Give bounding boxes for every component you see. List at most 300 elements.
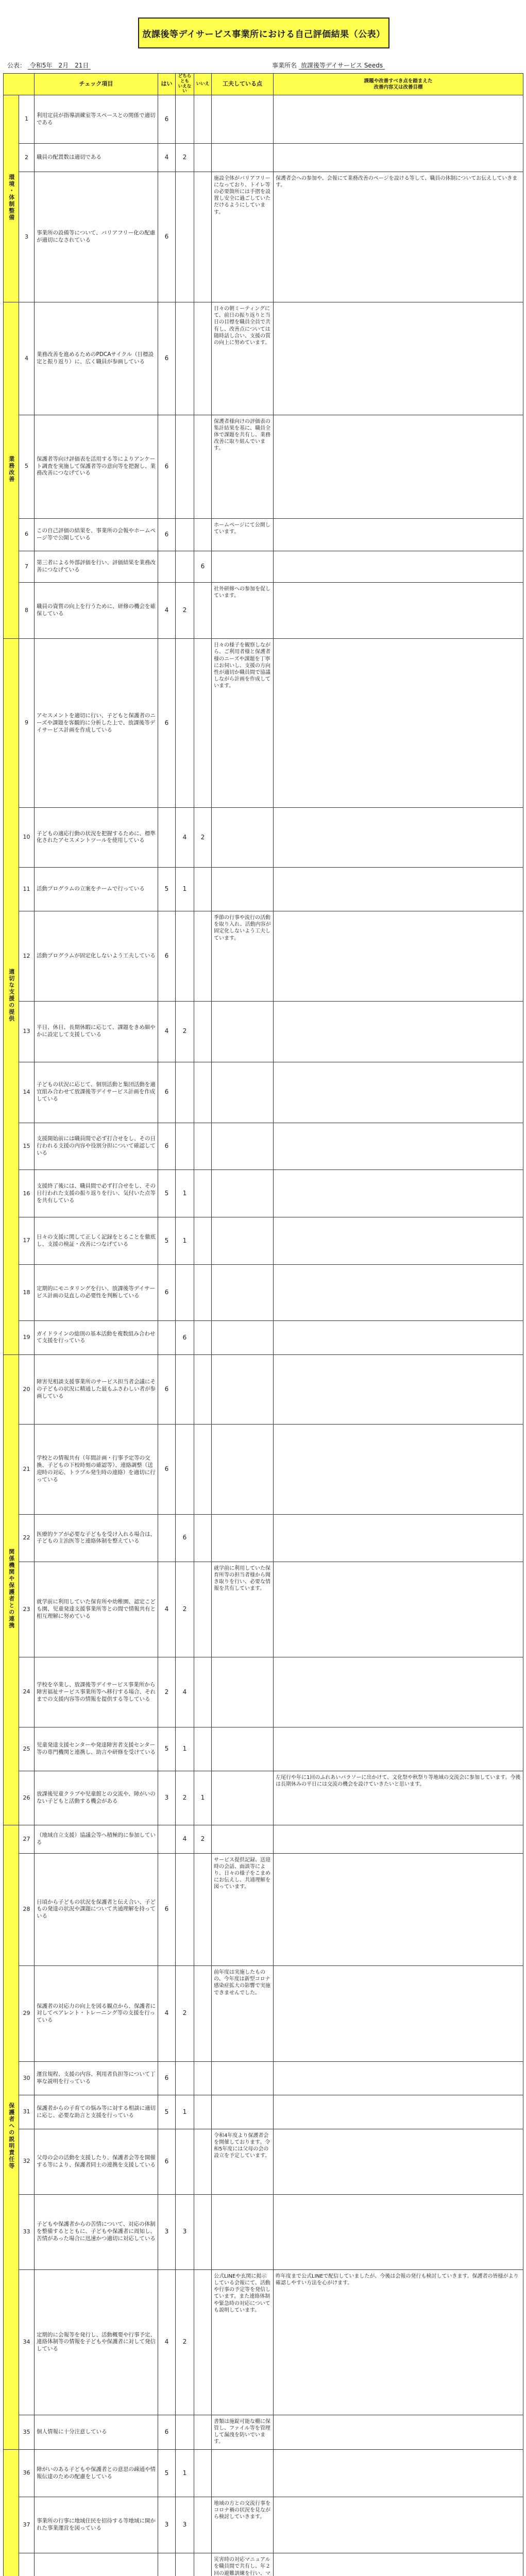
score-no <box>194 1562 212 1657</box>
improvement-text <box>274 1562 523 1657</box>
score-neither <box>176 1123 194 1170</box>
table-row <box>4 144 523 172</box>
improvement-text <box>274 867 523 911</box>
row-number: 27 <box>19 1825 35 1853</box>
table-row <box>4 1562 523 1657</box>
score-neither <box>176 911 194 1002</box>
effort-text <box>212 1771 274 1825</box>
score-no <box>194 2450 212 2497</box>
score-no <box>194 1425 212 1515</box>
improvement-text <box>274 1123 523 1170</box>
score-no <box>194 2497 212 2553</box>
score-yes: 6 <box>158 518 176 551</box>
score-neither: 1 <box>176 1217 194 1265</box>
score-no <box>194 2194 212 2269</box>
check-item: 就学前に利用していた保育所や幼稚園、認定こども園、児童発達支援事業所等との間で情報共有と相互理解に努めている <box>35 1562 158 1657</box>
check-item: 保護者等向け評価表を活用する等によりアンケート調査を実施して保護者等の意向等を把握し、業務改善につなげている <box>35 415 158 518</box>
score-yes: 3 <box>158 2497 176 2553</box>
improvement-text <box>274 1321 523 1355</box>
score-neither: 2 <box>176 1001 194 1062</box>
score-yes: 6 <box>158 2061 176 2095</box>
effort-text <box>212 1514 274 1562</box>
effort-text: 季節の行事や流行の活動を取り入れ、活動内容が固定化しないよう工夫しています。 <box>212 911 274 1002</box>
header-category <box>4 74 35 95</box>
row-number: 7 <box>19 551 35 582</box>
category-cell <box>4 302 19 639</box>
improvement-text <box>274 1825 523 1853</box>
table-row <box>4 1264 523 1320</box>
score-neither <box>176 95 194 144</box>
header-no: いいえ <box>194 74 212 95</box>
effort-text <box>212 1825 274 1853</box>
score-neither: 2 <box>176 1771 194 1825</box>
check-item: 運営規程、支援の内容、利用者負担等について丁寧な説明を行っている <box>35 2061 158 2095</box>
header-item: チェック項目 <box>35 74 158 95</box>
improvement-text <box>274 2415 523 2449</box>
table-body <box>4 95 523 2576</box>
effort-text: サービス提供記録、送迎時の会話、面談等により、日々の様子をこまめにお伝えし、共通理解を図っています。 <box>212 1853 274 1965</box>
table-row <box>4 1354 523 1424</box>
improvement-text <box>274 1657 523 1727</box>
score-neither: 2 <box>176 144 194 172</box>
improvement-text <box>274 1062 523 1123</box>
effort-text <box>212 95 274 144</box>
row-number: 23 <box>19 1562 35 1657</box>
table-row <box>4 1771 523 1825</box>
row-number: 6 <box>19 518 35 551</box>
improvement-text <box>274 1354 523 1424</box>
score-neither: 2 <box>176 2269 194 2415</box>
effort-text: 社外研修への参加を促しています。 <box>212 583 274 639</box>
table-row <box>4 911 523 1002</box>
row-number: 29 <box>19 1966 35 2062</box>
check-item: 日々の支援に関して正しく記録をとることを徹底し、支援の検証・改善につなげている <box>35 1217 158 1265</box>
score-neither <box>176 2061 194 2095</box>
table-row <box>4 1425 523 1515</box>
check-item: 児童発達支援センターや発達障害者支援センター等の専門機関と連携し、助言や研修を受けている <box>35 1727 158 1771</box>
row-number: 8 <box>19 583 35 639</box>
effort-text: 地域の方との交流行事をコロナ禍の状況を見ながら検討していきます。 <box>212 2497 274 2553</box>
improvement-text <box>274 2061 523 2095</box>
check-item: 事業所の設備等について、バリアフリー化の配慮が適切になされている <box>35 172 158 302</box>
score-neither: 1 <box>176 1170 194 1217</box>
improvement-text: 昨年度まで公式LINEで配信していましたが、今後は会報の発行も検討していきます。保護者の皆様がより確認しやすい方法を心がけます。 <box>274 2269 523 2415</box>
row-number: 26 <box>19 1771 35 1825</box>
table-row <box>4 1170 523 1217</box>
score-no <box>194 1966 212 2062</box>
category-cell <box>4 1825 19 2449</box>
improvement-text <box>274 639 523 808</box>
score-neither: 6 <box>176 1514 194 1562</box>
row-number: 35 <box>19 2415 35 2449</box>
improvement-text <box>274 911 523 1002</box>
table-row <box>4 415 523 518</box>
table-row <box>4 2415 523 2449</box>
score-neither: 2 <box>176 583 194 639</box>
table-row <box>4 2095 523 2129</box>
improvement-text <box>274 2497 523 2553</box>
score-no <box>194 2269 212 2415</box>
table-row <box>4 1123 523 1170</box>
table-row <box>4 583 523 639</box>
score-yes: 2 <box>158 1657 176 1727</box>
check-item: 定期的にモニタリングを行い、放課後等デイサービス計画の見直しの必要性を判断している <box>35 1264 158 1320</box>
improvement-text <box>274 1170 523 1217</box>
effort-text <box>212 1354 274 1424</box>
check-item: 活動プログラムが固定化しないよう工夫している <box>35 911 158 1002</box>
score-neither: 4 <box>176 808 194 868</box>
improvement-text: 左尾行や年に1回のふれあいパラソーに出かけて、文化祭や秋祭り等地域の交流会に参加しています。今後は長期休みの平日には交流の機会を設けていきたいと思います。 <box>274 1771 523 1825</box>
check-item: 支援終了後には、職員間で必ず打合せをし、その日行われた支援の振り返りを行い、気付いた点等を共有している <box>35 1170 158 1217</box>
score-no <box>194 1853 212 1965</box>
table-header-row <box>4 74 523 95</box>
row-number: 15 <box>19 1123 35 1170</box>
effort-text <box>212 1425 274 1515</box>
check-item: 業務改善を進めるためのPDCAサイクル（目標設定と振り返り）に、広く職員が参画している <box>35 302 158 415</box>
office-info <box>272 61 385 70</box>
row-number: 20 <box>19 1354 35 1424</box>
date-value: 令和5年 2月 21日 <box>28 62 91 70</box>
category-label: 環境・体制整備 <box>8 174 15 221</box>
improvement-text <box>274 95 523 144</box>
row-number: 12 <box>19 911 35 1002</box>
effort-text: 施設全体がバリアフリーになっており、トイレ等の必要箇所には手摺を設置し安全に過ごしていただけるようにしています。 <box>212 172 274 302</box>
score-neither <box>176 415 194 518</box>
check-item: 障がいのある子どもや保護者との意思の疎通や情報伝達のための配慮をしている <box>35 2450 158 2497</box>
effort-text <box>212 1001 274 1062</box>
score-neither: 3 <box>176 2194 194 2269</box>
table-row <box>4 551 523 582</box>
score-yes: 6 <box>158 911 176 1002</box>
date-label: 公表： <box>7 62 26 69</box>
table-row <box>4 518 523 551</box>
improvement-text <box>274 1264 523 1320</box>
improvement-text: 保護者会への参加や、会報にて業務改善のページを設ける等して、職員の体制についてお伝えしていきます。 <box>274 172 523 302</box>
check-item: 子どもの適応行動の状況を把握するために、標準化されたアセスメントツールを使用している <box>35 808 158 868</box>
improvement-text <box>274 551 523 582</box>
score-no <box>194 1354 212 1424</box>
row-number: 2 <box>19 144 35 172</box>
score-no <box>194 2129 212 2194</box>
improvement-text <box>274 144 523 172</box>
effort-text <box>212 1727 274 1771</box>
effort-text: 日々の様子を観察しながら、ご利用者様と保護者様のニーズや課題を丁寧にお伺いし、支援の方向性が適切か職員間で協議しながら計画を作成しています。 <box>212 639 274 808</box>
row-number: 37 <box>19 2497 35 2553</box>
table-row <box>4 2497 523 2553</box>
table-row <box>4 1657 523 1727</box>
score-no <box>194 172 212 302</box>
score-yes <box>158 2553 176 2576</box>
table-row <box>4 2061 523 2095</box>
check-item <box>35 2553 158 2576</box>
score-neither <box>176 2553 194 2576</box>
effort-text: 公式LINEや玄関に掲示している会報にて、活動や行事の予定等を発信しています。また連絡体制や緊急時の対応についても説明しています。 <box>212 2269 274 2415</box>
score-yes: 5 <box>158 1170 176 1217</box>
effort-text: 就学前に利用していた保育所等の担当者様から聞き取りを行い、必要な情報を共有しています。 <box>212 1562 274 1657</box>
check-item: アセスメントを適切に行い、子どもと保護者のニーズや課題を客観的に分析した上で、放課後等デイサービス計画を作成している <box>35 639 158 808</box>
row-number: 21 <box>19 1425 35 1515</box>
check-item: 平日、休日、長期休暇に応じて、課題をきめ細やかに設定して支援している <box>35 1001 158 1062</box>
row-number: 1 <box>19 95 35 144</box>
score-no: 2 <box>194 808 212 868</box>
table-row <box>4 172 523 302</box>
score-yes <box>158 808 176 868</box>
score-neither: 3 <box>176 2497 194 2553</box>
category-cell <box>4 639 19 1354</box>
score-neither <box>176 172 194 302</box>
category-label: 業務改善 <box>8 455 15 483</box>
table-row <box>4 639 523 808</box>
row-number: 4 <box>19 302 35 415</box>
table-row <box>4 808 523 868</box>
score-yes: 4 <box>158 2269 176 2415</box>
score-no <box>194 1514 212 1562</box>
score-no <box>194 639 212 808</box>
effort-text <box>212 1321 274 1355</box>
table-row <box>4 302 523 415</box>
score-yes: 6 <box>158 1062 176 1123</box>
table-row <box>4 2269 523 2415</box>
check-item: 支援開始前には職員間で必ず打合せをし、その日行われる支援の内容や役割分担について確認している <box>35 1123 158 1170</box>
score-no <box>194 415 212 518</box>
row-number: 16 <box>19 1170 35 1217</box>
score-yes: 6 <box>158 302 176 415</box>
row-number: 24 <box>19 1657 35 1727</box>
table-row <box>4 2129 523 2194</box>
score-yes: 4 <box>158 1562 176 1657</box>
row-number: 25 <box>19 1727 35 1771</box>
category-cell <box>4 2450 19 2576</box>
table-row <box>4 1825 523 1853</box>
improvement-text <box>274 1425 523 1515</box>
score-yes: 6 <box>158 2129 176 2194</box>
score-yes: 5 <box>158 1217 176 1265</box>
header-effort: 工夫している点 <box>212 74 274 95</box>
score-yes: 6 <box>158 1425 176 1515</box>
score-yes: 5 <box>158 2095 176 2129</box>
score-no <box>194 2061 212 2095</box>
score-neither: 2 <box>176 1562 194 1657</box>
page-title: 放課後等デイサービス事業所における自己評価結果（公表） <box>138 18 389 48</box>
score-neither <box>176 1425 194 1515</box>
score-no <box>194 1657 212 1727</box>
category-cell <box>4 95 19 302</box>
check-item: （地域自立支援）協議会等へ積極的に参加している <box>35 1825 158 1853</box>
table-row <box>4 2450 523 2497</box>
score-no <box>194 518 212 551</box>
effort-text <box>212 144 274 172</box>
check-item: 個人情報に十分注意している <box>35 2415 158 2449</box>
score-neither <box>176 302 194 415</box>
check-item: 学校との情報共有（年間計画・行事予定等の交換、子どもの下校時刻の確認等）、連絡調整（送迎時の対応、トラブル発生時の連絡）を適切に行っている <box>35 1425 158 1515</box>
check-item: 活動プログラムの立案をチームで行っている <box>35 867 158 911</box>
row-number: 22 <box>19 1514 35 1562</box>
improvement-text <box>274 1853 523 1965</box>
improvement-text <box>274 583 523 639</box>
check-item: ガイドラインの総則の基本活動を複数組み合わせて支援を行っている <box>35 1321 158 1355</box>
score-yes: 6 <box>158 1354 176 1424</box>
check-item: 学校を卒業し、放課後等デイサービス事業所から障害福祉サービス事業所等へ移行する場合、それまでの支援内容等の情報を提供する等している <box>35 1657 158 1727</box>
score-no <box>194 2095 212 2129</box>
score-yes: 6 <box>158 95 176 144</box>
score-neither <box>176 1354 194 1424</box>
score-no <box>194 583 212 639</box>
evaluation-table <box>3 73 523 2576</box>
score-neither: 1 <box>176 2095 194 2129</box>
score-no <box>194 1217 212 1265</box>
check-item: 保護者の対応力の向上を図る観点から、保護者に対してペアレント・トレーニング等の支援を行っている <box>35 1966 158 2062</box>
row-number: 34 <box>19 2269 35 2415</box>
check-item: 子どもや保護者からの苦情について、対応の体制を整備するとともに、子どもや保護者に周知し、苦情があった場合に迅速かつ適切に対応している <box>35 2194 158 2269</box>
check-item: 障害児相談支援事業所のサービス担当者会議にその子どもの状況に精通した最もふさわしい者が参画している <box>35 1354 158 1424</box>
improvement-text <box>274 1727 523 1771</box>
row-number: 10 <box>19 808 35 868</box>
score-no <box>194 1062 212 1123</box>
effort-text: 日々の朝ミーティングにて、前日の振り返りと当日の目標を職員全員で共有し、改善点については随時話し合い、支援の質の向上に努めています。 <box>212 302 274 415</box>
score-no <box>194 1001 212 1062</box>
header-neither: どちらとも いえない <box>176 74 194 95</box>
check-item: この自己評価の結果を、事業所の会報やホームページ等で公開している <box>35 518 158 551</box>
check-item: 父母の会の活動を支援したり、保護者会等を開催する等により、保護者同士の連携を支援している <box>35 2129 158 2194</box>
score-neither: 1 <box>176 1727 194 1771</box>
score-neither <box>176 1853 194 1965</box>
check-item: 職員の配置数は適切である <box>35 144 158 172</box>
score-neither: 2 <box>176 1966 194 2062</box>
row-number <box>19 2553 35 2576</box>
effort-text <box>212 808 274 868</box>
score-yes: 3 <box>158 2194 176 2269</box>
improvement-text <box>274 518 523 551</box>
row-number: 31 <box>19 2095 35 2129</box>
score-no <box>194 2415 212 2449</box>
score-neither <box>176 2415 194 2449</box>
score-no <box>194 1727 212 1771</box>
score-no <box>194 911 212 1002</box>
improvement-text <box>274 1001 523 1062</box>
row-number: 11 <box>19 867 35 911</box>
score-neither <box>176 551 194 582</box>
office-label: 事業所名 <box>272 62 297 69</box>
effort-text <box>212 1062 274 1123</box>
score-neither <box>176 1264 194 1320</box>
score-yes: 6 <box>158 1853 176 1965</box>
row-number: 13 <box>19 1001 35 1062</box>
effort-text: 令和4年度より保護者会を開催しております。令和5年度には父母の会の設立を予定しています。 <box>212 2129 274 2194</box>
score-neither: 4 <box>176 1825 194 1853</box>
score-yes <box>158 1825 176 1853</box>
table-row <box>4 2553 523 2576</box>
improvement-text <box>274 2553 523 2576</box>
score-neither: 4 <box>176 1657 194 1727</box>
table-row <box>4 1727 523 1771</box>
improvement-text <box>274 302 523 415</box>
category-label: 関係機関や保護者との連携 <box>8 1548 15 1629</box>
row-number: 3 <box>19 172 35 302</box>
improvement-text <box>274 1217 523 1265</box>
score-yes <box>158 1321 176 1355</box>
score-yes: 5 <box>158 2450 176 2497</box>
improvement-text <box>274 1514 523 1562</box>
row-number: 36 <box>19 2450 35 2497</box>
improvement-text <box>274 2450 523 2497</box>
score-yes: 4 <box>158 583 176 639</box>
score-no: 2 <box>194 1825 212 1853</box>
score-yes: 5 <box>158 867 176 911</box>
score-no <box>194 144 212 172</box>
check-item: 放課後児童クラブや児童館との交流や、障がいのない子どもと活動する機会がある <box>35 1771 158 1825</box>
table-row <box>4 1001 523 1062</box>
category-cell <box>4 1354 19 1825</box>
improvement-text <box>274 1966 523 2062</box>
effort-text <box>212 1217 274 1265</box>
score-yes: 4 <box>158 144 176 172</box>
table-row <box>4 2194 523 2269</box>
improvement-text <box>274 808 523 868</box>
improvement-text <box>274 2194 523 2269</box>
effort-text <box>212 2095 274 2129</box>
table-row <box>4 1062 523 1123</box>
table-row <box>4 1321 523 1355</box>
score-yes: 4 <box>158 1001 176 1062</box>
check-item: 子どもの状況に応じて、個別活動と集団活動を適宜組み合わせて放課後等デイサービス計画を作成している <box>35 1062 158 1123</box>
effort-text <box>212 1657 274 1727</box>
effort-text: 災害時の対応マニュアルを職員間で共有し、年２回の避難訓練を行い、マ <box>212 2553 274 2576</box>
score-no: 1 <box>194 1771 212 1825</box>
check-item: 職員の資質の向上を行うために、研修の機会を確保している <box>35 583 158 639</box>
score-yes: 6 <box>158 1123 176 1170</box>
table-row <box>4 867 523 911</box>
effort-text <box>212 551 274 582</box>
score-no <box>194 302 212 415</box>
row-number: 17 <box>19 1217 35 1265</box>
table-row <box>4 1514 523 1562</box>
check-item: 保護者からの子育ての悩み等に対する相談に適切に応じ、必要な助言と支援を行っている <box>35 2095 158 2129</box>
category-label: 保護者への説明責任等 <box>8 2103 15 2170</box>
score-yes: 4 <box>158 1966 176 2062</box>
score-neither <box>176 2129 194 2194</box>
row-number: 33 <box>19 2194 35 2269</box>
score-neither <box>176 518 194 551</box>
improvement-text <box>274 2129 523 2194</box>
effort-text <box>212 2450 274 2497</box>
check-item: 事業所の行事に地域住民を招待する等地域に開かれた事業運営を図っている <box>35 2497 158 2553</box>
score-yes: 3 <box>158 1771 176 1825</box>
score-yes: 6 <box>158 172 176 302</box>
score-neither: 1 <box>176 867 194 911</box>
effort-text: 保護者様向けの評価表の集計結果を基に、職員全体で課題を共有し、業務改善に取り組んでいます。 <box>212 415 274 518</box>
effort-text: 前年度は実施したものの、今年度は新型コロナ感染症拡大の影響で実施できませんでした。 <box>212 1966 274 2062</box>
score-no: 6 <box>194 551 212 582</box>
row-number: 5 <box>19 415 35 518</box>
effort-text: 書類は施錠可能な棚に保管し、ファイル等を管理して漏洩を防いでいます。 <box>212 2415 274 2449</box>
header-comments: 課題や改善すべき点を踏まえた 改善内容又は改善目標 <box>274 74 523 95</box>
effort-text <box>212 1170 274 1217</box>
check-item: 日頃から子どもの状況を保護者と伝え合い、子どもの発達の状況や課題について共通理解を持っている <box>35 1853 158 1965</box>
row-number: 14 <box>19 1062 35 1123</box>
effort-text <box>212 2061 274 2095</box>
score-neither <box>176 639 194 808</box>
check-item: 定期的に会報等を発行し、活動概要や行事予定、連絡体制等の情報を子どもや保護者に対して発信している <box>35 2269 158 2415</box>
score-yes <box>158 1514 176 1562</box>
publication-date <box>7 61 91 70</box>
score-yes: 5 <box>158 1727 176 1771</box>
score-no <box>194 1321 212 1355</box>
table-row <box>4 1966 523 2062</box>
effort-text <box>212 1123 274 1170</box>
effort-text <box>212 1264 274 1320</box>
improvement-text <box>274 415 523 518</box>
row-number: 30 <box>19 2061 35 2095</box>
